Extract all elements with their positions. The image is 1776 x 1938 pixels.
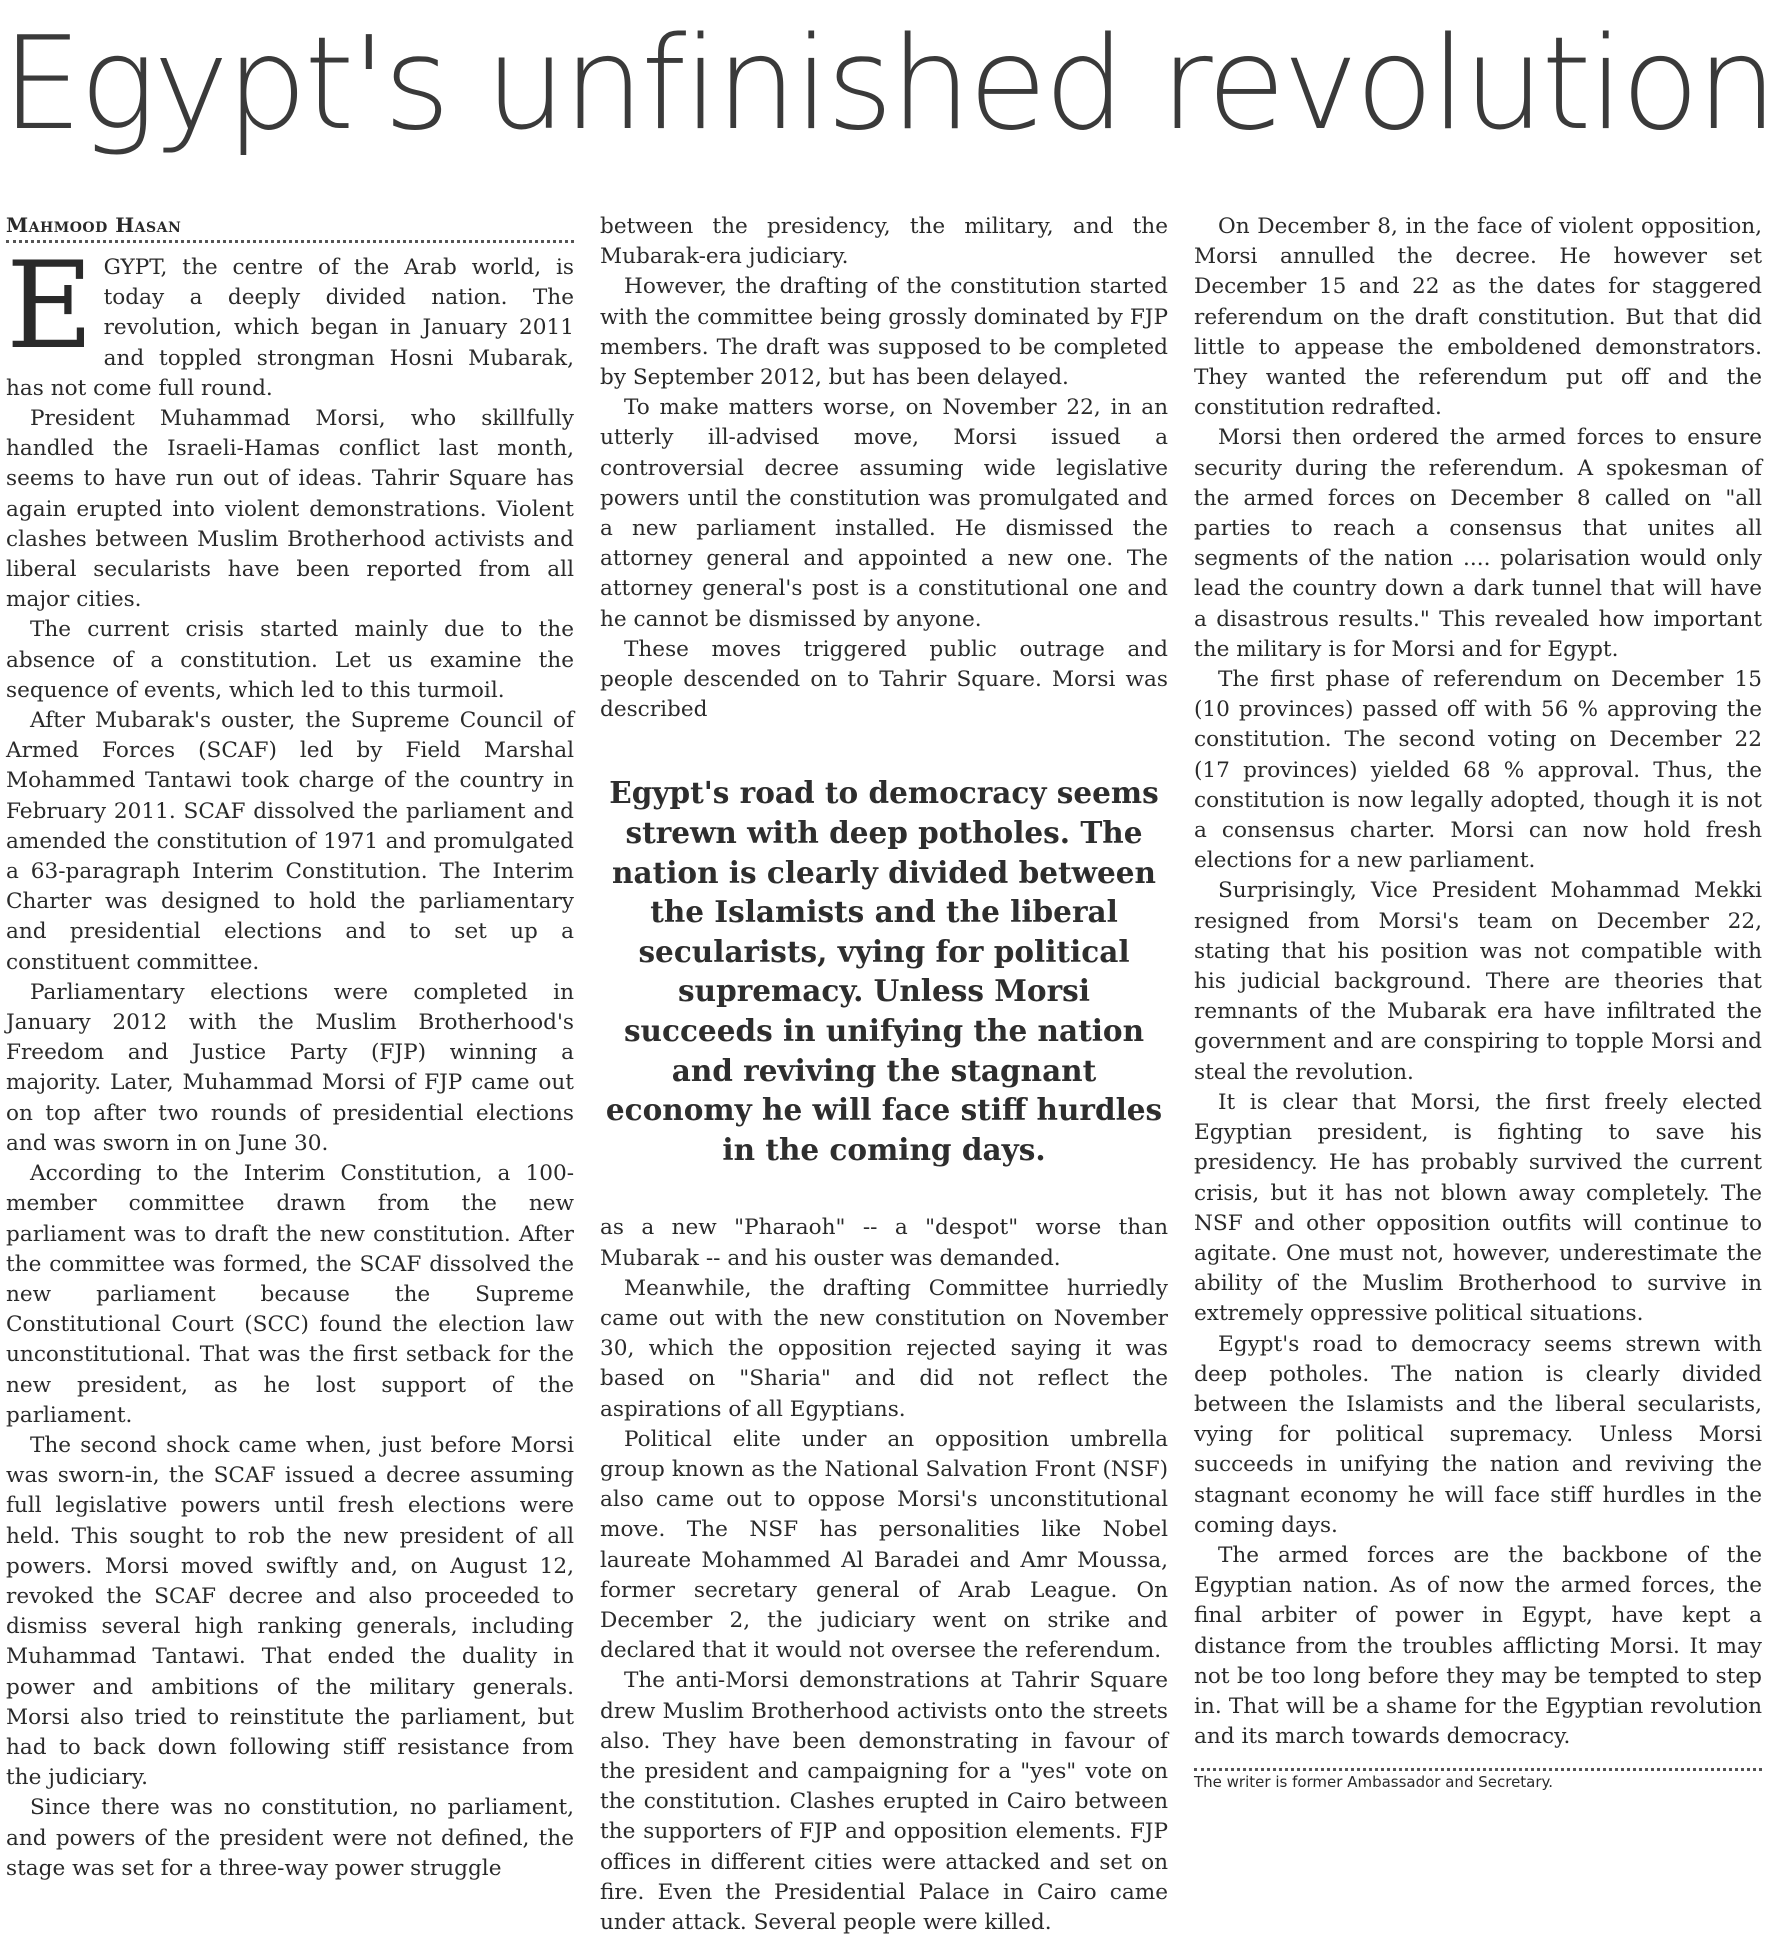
paragraph: Morsi then ordered the armed forces to ensure security during the referendum. A spokesman of the armed forces on December 8 called on "all parties to reach a consensus that unites all segments of the nation .... polarisation would only lead the country down a dark tunnel that will have a disastrous results." This revealed how important the military is for Morsi and for Egypt. [1194, 425, 1762, 662]
paragraph: On December 8, in the face of violent opposition, Morsi annulled the decree. He however set December 15 and 22 as the dates for staggered referendum on the draft constitution. But that did little to appease the emboldened demonstrators. They wanted the referendum put off and the constitution redrafted. [1194, 214, 1762, 421]
paragraph: To make matters worse, on November 22, in an utterly ill-advised move, Morsi issued a controversial decree assuming wide legislative powers until the constitution was promulgated and a new parliament installed. He dismissed the attorney general and appointed a new one. The attorney general's post is a constitutional one and he cannot be dismissed by anyone. [600, 395, 1168, 632]
column-2 [600, 212, 1168, 1936]
paragraph: These moves triggered public outrage and people descended on to Tahrir Square. Morsi was described [600, 636, 1168, 723]
paragraph: The first phase of referendum on December 15 (10 provinces) passed off with 56 % approving the constitution. The second voting on December 22 (17 provinces) yielded 68 % approval. Thus, the constitution is now legally adopted, though it is not a consensus charter. Morsi can now hold fresh elections for a new parliament. [1194, 667, 1762, 874]
paragraph: The anti-Morsi demonstrations at Tahrir Square drew Muslim Brotherhood activists onto the streets also. They have been demonstrating in favour of the president and campaigning for a "yes" vote on the constitution. Clashes erupted in Cairo between the supporters of FJP and opposition elements. FJP offices in different cities were attacked and set on fire. Even the Presidential Palace in Cairo came under attack. Several people were killed. [600, 1668, 1168, 1936]
paragraph: Egypt's road to democracy seems strewn with deep potholes. The nation is clearly divided between the Islamists and the liberal secularists, vying for political supremacy. Unless Morsi succeeds in unifying the nation and reviving the stagnant economy he will face stiff hurdles in the coming days. [1194, 1331, 1762, 1538]
pull-quote: Egypt's road to democracy seems strewn with deep potholes. The nation is clearly divided between the Islamists and the liberal secularists, vying for political supremacy. Unless Morsi succeeds in unifying the nation and reviving the stagnant economy he will face stiff hurdles in the coming days. [605, 775, 1163, 1167]
paragraph: Since there was no constitution, no parliament, and powers of the president were not defined, the stage was set for a three-way power struggle [6, 1795, 574, 1881]
paragraph: Parliamentary elections were completed in January 2012 with the Muslim Brotherhood's Freedom and Justice Party (FJP) winning a majority. Later, Muhammad Morsi of FJP came out on top after two rounds of presidential elections and was sworn in on June 30. [6, 979, 574, 1156]
paragraph: Political elite under an opposition umbrella group known as the National Salvation Front (NSF) also came out to oppose Morsi's unconstitutional move. The NSF has personalities like Nobel laureate Mohammed Al Baradei and Amr Moussa, former secretary general of Arab League. On December 2, the judiciary went on strike and declared that it would not oversee the referendum. [600, 1426, 1168, 1664]
paragraph: Meanwhile, the drafting Committee hurriedly came out with the new constitution on November 30, which the opposition rejected saying it was based on "Sharia" and did not reflect the aspirations of all Egyptians. [600, 1275, 1168, 1422]
paragraph: It is clear that Morsi, the first freely elected Egyptian president, is fighting to save his presidency. He has probably survived the current crisis, but it has not blown away completely. The NSF and other opposition outfits will continue to agitate. One must not, however, underestimate the ability of the Muslim Brotherhood to survive in extremely oppressive political situations. [1194, 1089, 1762, 1327]
author-note: The writer is former Ambassador and Secretary. [1194, 1773, 1554, 1792]
paragraph: between the presidency, the military, and the Mubarak-era judiciary. [600, 214, 1168, 270]
paragraph: The armed forces are the backbone of the Egyptian nation. As of now the armed forces, the final arbiter of power in Egypt, have kept a distance from the troubles afflicting Morsi. It may not be too long before they may be tempted to step in. That will be a shame for the Egyptian revolution and its march towards democracy. [1194, 1542, 1762, 1750]
column-1 [6, 212, 574, 1881]
paragraph: According to the Interim Constitution, a 100-member committee drawn from the new parliament was to draft the new constitution. After the committee was formed, the SCAF dissolved the new parliament because the Supreme Constitutional Court (SCC) found the election law unconstitutional. That was the first setback for the new president, as he lost support of the parliament. [6, 1161, 574, 1428]
headline: Egypt's unfinished revolution [1, 10, 1775, 159]
byline: Mahmood Hasan [6, 212, 574, 243]
column-3 [1194, 212, 1762, 1812]
paragraph: The current crisis started mainly due to the absence of a constitution. Let us examine the sequence of events, which led to this turmoil. [6, 617, 574, 703]
drop-cap: E [6, 237, 94, 376]
paragraph: After Mubarak's ouster, the Supreme Council of Armed Forces (SCAF) led by Field Marshal Mohammed Tantawi took charge of the country in February 2011. SCAF dissolved the parliament and amended the constitution of 1971 and promulgated a 63-paragraph Interim Constitution. The Interim Charter was designed to hold the parliamentary and presidential elections and to set up a constituent committee. [6, 708, 574, 975]
paragraph: However, the drafting of the constitution started with the committee being grossly dominated by FJP members. The draft was supposed to be completed by September 2012, but has been delayed. [600, 274, 1168, 391]
lead-text: GYPT, the centre of the Arab world, is today a deeply divided nation. The revolution, which began in January 2011 and toppled strongman Hosni Mubarak, has not come full round. [6, 255, 574, 401]
paragraph: The second shock came when, just before Morsi was sworn-in, the SCAF issued a decree assuming full legislative powers until fresh elections were held. This sought to rob the new president of all powers. Morsi moved swiftly and, on August 12, revoked the SCAF decree and also proceeded to dismiss several high ranking generals, including Muhammad Tantawi. That ended the duality in power and ambitions of the military generals. Morsi also tried to reinstitute the parliament, but had to back down following stiff resistance from the judiciary. [6, 1432, 574, 1791]
paragraph: as a new "Pharaoh" -- a "despot" worse than Mubarak -- and his ouster was demanded. [600, 1215, 1168, 1271]
lead-paragraph [6, 237, 574, 404]
paragraph: Surprisingly, Vice President Mohammad Mekki resigned from Morsi's team on December 22, stating that his position was not compatible with his judicial background. There are theories that remnants of the Mubarak era have infiltrated the government and are conspiring to topple Morsi and steal the revolution. [1194, 878, 1762, 1085]
paragraph: President Muhammad Morsi, who skillfully handled the Israeli-Hamas conflict last month, seems to have run out of ideas. Tahrir Square has again erupted into violent demonstrations. Violent clashes between Muslim Brotherhood activists and liberal secularists have been reported from all major cities. [6, 406, 574, 613]
